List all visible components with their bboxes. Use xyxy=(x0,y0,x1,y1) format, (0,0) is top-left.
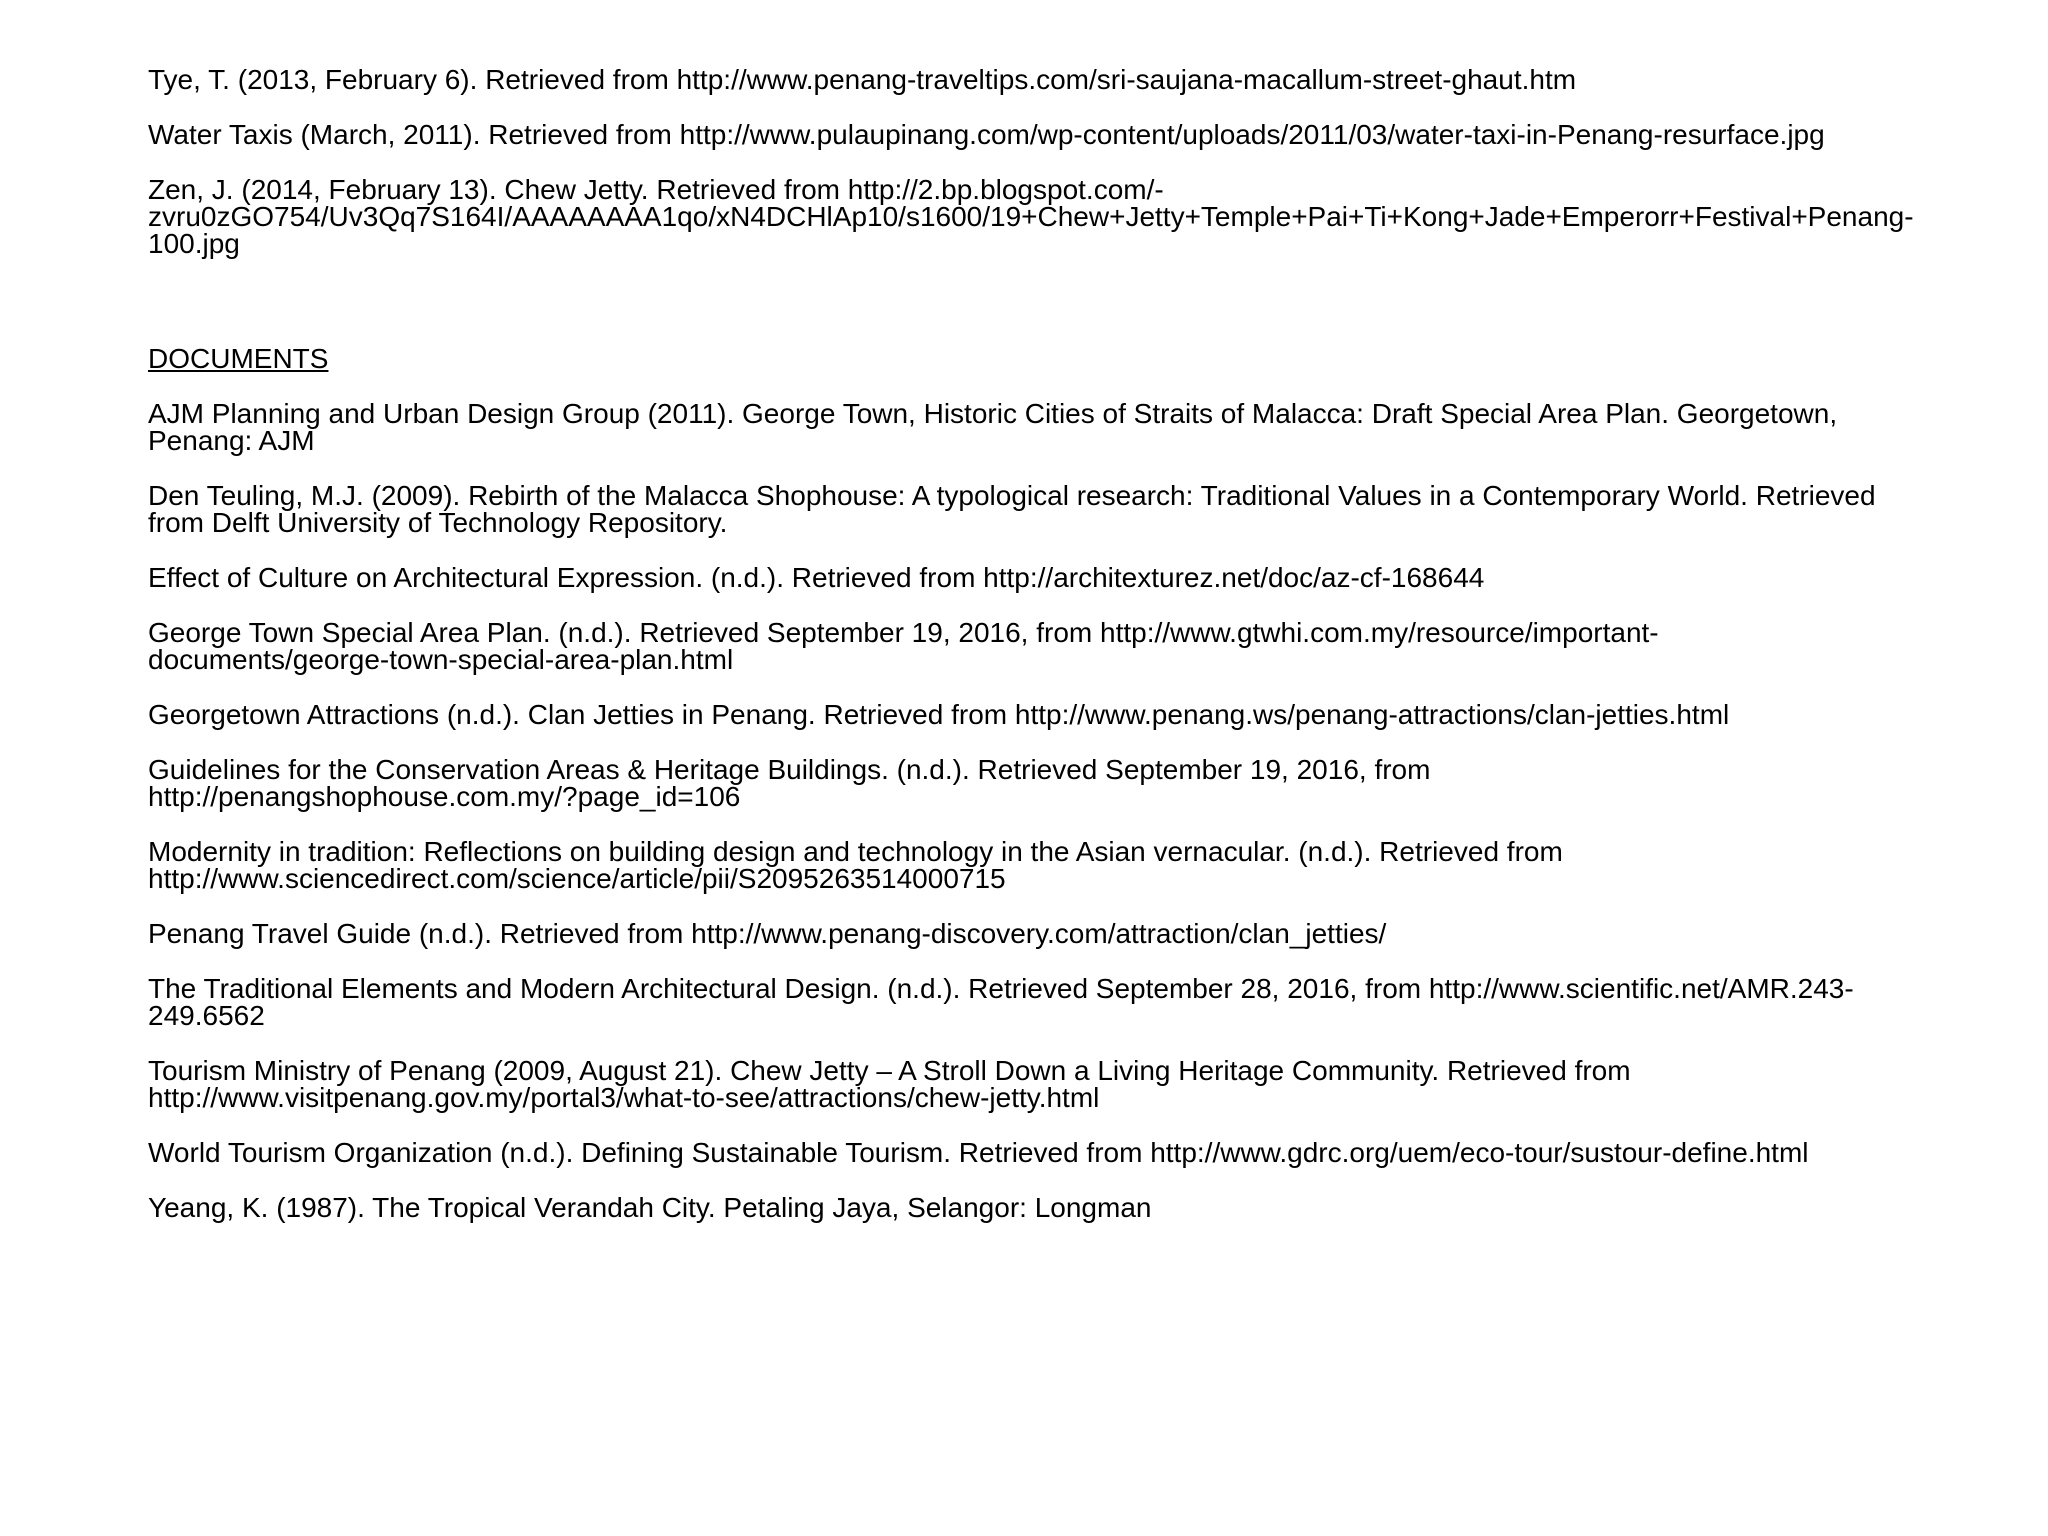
reference-entry-ajm xyxy=(148,400,1948,454)
reference-entry-world-tourism xyxy=(148,1139,1948,1166)
reference-line: Tourism Ministry of Penang (2009, August 21). Chew Jetty – A Stroll Down a Living Heritage Community. Retrieved from xyxy=(148,1055,1631,1086)
reference-line: Zen, J. (2014, February 13). Chew Jetty. Retrieved from http://2.bp.blogspot.com/- xyxy=(148,174,1164,205)
reference-line: Guidelines for the Conservation Areas & Heritage Buildings. (n.d.). Retrieved September 19, 2016, from xyxy=(148,754,1431,785)
reference-line: The Traditional Elements and Modern Architectural Design. (n.d.). Retrieved September 28, 2016, from http://www.scientific.net/AMR.243- xyxy=(148,973,1854,1004)
reference-entry-tourism-ministry xyxy=(148,1057,1948,1111)
reference-line: Modernity in tradition: Reflections on building design and technology in the Asian vernacular. (n.d.). Retrieved from xyxy=(148,836,1563,867)
reference-page xyxy=(148,66,1948,1249)
reference-line: Effect of Culture on Architectural Expression. (n.d.). Retrieved from http://architexturez.net/doc/az-cf-168644 xyxy=(148,562,1485,593)
reference-line: Yeang, K. (1987). The Tropical Verandah City. Petaling Jaya, Selangor: Longman xyxy=(148,1192,1152,1223)
reference-line: Penang: AJM xyxy=(148,425,315,456)
reference-line: George Town Special Area Plan. (n.d.). Retrieved September 19, 2016, from http://www.gtwhi.com.my/resource/important- xyxy=(148,617,1659,648)
reference-line: AJM Planning and Urban Design Group (2011). George Town, Historic Cities of Straits of Malacca: Draft Special Area Plan. Georgetown, xyxy=(148,398,1838,429)
reference-line: from Delft University of Technology Repository. xyxy=(148,507,728,538)
reference-entry-guidelines xyxy=(148,756,1948,810)
reference-entry-zen xyxy=(148,176,1948,257)
reference-entry-penang-travel-guide xyxy=(148,920,1948,947)
reference-line: Water Taxis (March, 2011). Retrieved from http://www.pulaupinang.com/wp-content/uploads/2011/03/water-taxi-in-Penang-resurface.jpg xyxy=(148,119,1825,150)
reference-line: http://www.sciencedirect.com/science/article/pii/S2095263514000715 xyxy=(148,863,1006,894)
reference-entry-den-teuling xyxy=(148,482,1948,536)
reference-line: 249.6562 xyxy=(148,1000,265,1031)
reference-line: documents/george-town-special-area-plan.html xyxy=(148,644,734,675)
reference-entry-water-taxis xyxy=(148,121,1948,148)
reference-line: zvru0zGO754/Uv3Qq7S164I/AAAAAAAA1qo/xN4DCHlAp10/s1600/19+Chew+Jetty+Temple+Pai+Ti+Kong+Jade+Emperorr+Festival+Penang- xyxy=(148,201,1914,232)
reference-entry-effect-of-culture xyxy=(148,564,1948,591)
reference-line: http://penangshophouse.com.my/?page_id=106 xyxy=(148,781,741,812)
reference-entry-george-town-sap xyxy=(148,619,1948,673)
reference-entry-tye xyxy=(148,66,1948,93)
reference-line: http://www.visitpenang.gov.my/portal3/what-to-see/attractions/chew-jetty.html xyxy=(148,1082,1100,1113)
reference-line: Georgetown Attractions (n.d.). Clan Jetties in Penang. Retrieved from http://www.penang.ws/penang-attractions/clan-jetties.html xyxy=(148,699,1730,730)
reference-entry-yeang xyxy=(148,1194,1948,1221)
section-heading-documents: DOCUMENTS xyxy=(148,343,329,374)
reference-line: Penang Travel Guide (n.d.). Retrieved from http://www.penang-discovery.com/attraction/clan_jetties/ xyxy=(148,918,1387,949)
reference-line: World Tourism Organization (n.d.). Defining Sustainable Tourism. Retrieved from http://www.gdrc.org/uem/eco-tour/sustour-define.html xyxy=(148,1137,1809,1168)
reference-line: Tye, T. (2013, February 6). Retrieved from http://www.penang-traveltips.com/sri-saujana-macallum-street-ghaut.htm xyxy=(148,64,1577,95)
section-spacer xyxy=(148,285,1948,345)
reference-line: Den Teuling, M.J. (2009). Rebirth of the Malacca Shophouse: A typological research: Traditional Values in a Contemporary World. Retrieved xyxy=(148,480,1876,511)
reference-line: 100.jpg xyxy=(148,228,240,259)
reference-entry-modernity xyxy=(148,838,1948,892)
reference-entry-traditional-elements xyxy=(148,975,1948,1029)
reference-entry-georgetown-attractions xyxy=(148,701,1948,728)
